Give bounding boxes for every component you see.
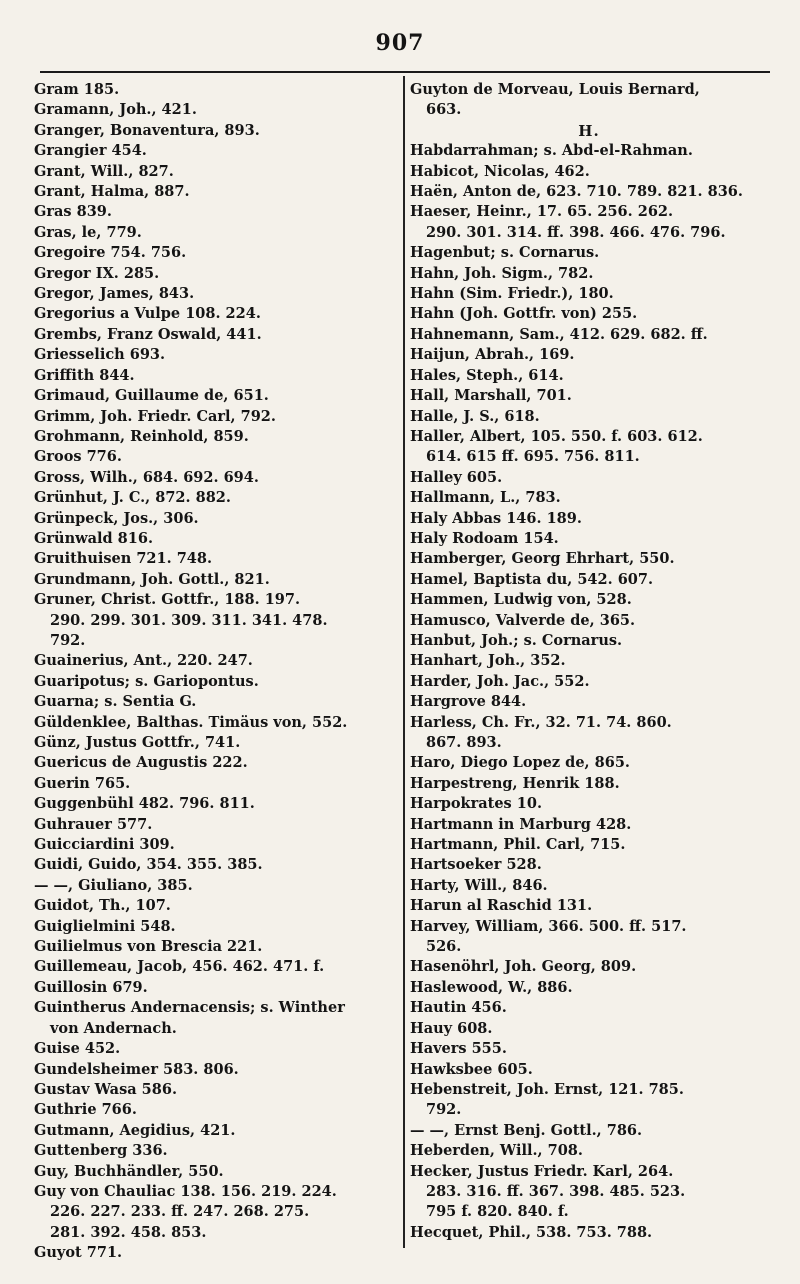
- index-entry: 290. 299. 301. 309. 311. 341. 478.: [50, 611, 328, 629]
- index-entry: Guainerius, Ant., 220. 247.: [34, 652, 253, 670]
- index-entry: 526.: [426, 938, 462, 956]
- index-entry: Grünpeck, Jos., 306.: [34, 509, 199, 527]
- index-entry: Haeser, Heinr., 17. 65. 256. 262.: [410, 203, 674, 221]
- index-entry: Harless, Ch. Fr., 32. 71. 74. 860.: [410, 713, 672, 731]
- index-entry: Heberden, Will., 708.: [410, 1142, 583, 1160]
- index-entry: Haly Abbas 146. 189.: [410, 509, 582, 527]
- index-entry: Harty, Will., 846.: [410, 876, 548, 894]
- index-entry: Hall, Marshall, 701.: [410, 387, 572, 405]
- index-entry: Grant, Halma, 887.: [34, 183, 190, 201]
- left-column: [34, 80, 394, 1264]
- index-entry: Gruner, Christ. Gottfr., 188. 197.: [34, 591, 301, 609]
- index-entry: 792.: [426, 1101, 462, 1119]
- index-entry: Hamel, Baptista du, 542. 607.: [410, 570, 654, 588]
- index-entry: Hahnemann, Sam., 412. 629. 682. ff.: [410, 325, 708, 343]
- index-entry: Hales, Steph., 614.: [410, 366, 564, 384]
- index-entry: 792.: [50, 631, 86, 649]
- index-entry: 226. 227. 233. ff. 247. 268. 275.: [50, 1203, 310, 1221]
- index-entry: Habdarrahman; s. Abd-el-Rahman.: [410, 142, 693, 160]
- index-entry: Hargrove 844.: [410, 693, 527, 711]
- index-entry: Gross, Wilh., 684. 692. 694.: [34, 468, 259, 486]
- header-rule: [40, 71, 770, 73]
- index-entry: Guy, Buchhändler, 550.: [34, 1162, 224, 1180]
- section-letter: H.: [578, 121, 600, 140]
- index-entry: Grundmann, Joh. Gottl., 821.: [34, 570, 270, 588]
- index-entry: Grimm, Joh. Friedr. Carl, 792.: [34, 407, 276, 425]
- index-entry: Habicot, Nicolas, 462.: [410, 162, 590, 180]
- index-entry: Hawksbee 605.: [410, 1060, 533, 1078]
- index-entry: Grünwald 816.: [34, 529, 153, 547]
- index-entry: Haën, Anton de, 623. 710. 789. 821. 836.: [410, 183, 743, 201]
- index-entry: Granger, Bonaventura, 893.: [34, 121, 260, 139]
- index-entry: Gregorius a Vulpe 108. 224.: [34, 305, 261, 323]
- index-entry: Güldenklee, Balthas. Timäus von, 552.: [34, 713, 348, 731]
- index-entry: Grimaud, Guillaume de, 651.: [34, 387, 269, 405]
- index-entry: Guyot 771.: [34, 1244, 123, 1262]
- index-entry: Gustav Wasa 586.: [34, 1080, 177, 1098]
- index-entry: Guerin 765.: [34, 774, 131, 792]
- index-entry: Gutmann, Aegidius, 421.: [34, 1121, 236, 1139]
- index-entry: Guidi, Guido, 354. 355. 385.: [34, 856, 263, 874]
- index-entry: 283. 316. ff. 367. 398. 485. 523.: [426, 1182, 686, 1200]
- index-entry: Gras, le, 779.: [34, 223, 142, 241]
- index-entry: Hamusco, Valverde de, 365.: [410, 611, 636, 629]
- index-entry: Hauy 608.: [410, 1019, 493, 1037]
- index-entry: Grembs, Franz Oswald, 441.: [34, 325, 262, 343]
- index-entry: Hammen, Ludwig von, 528.: [410, 591, 632, 609]
- index-entry: Haslewood, W., 886.: [410, 978, 573, 996]
- index-entry: Hanhart, Joh., 352.: [410, 652, 566, 670]
- index-entry: Hallmann, L., 783.: [410, 489, 561, 507]
- page-number: 907: [375, 30, 425, 56]
- index-entry: Harun al Raschid 131.: [410, 897, 593, 915]
- index-entry: 614. 615 ff. 695. 756. 811.: [426, 448, 640, 466]
- right-column: [410, 80, 768, 1243]
- index-entry: Guiglielmini 548.: [34, 917, 176, 935]
- index-entry: 281. 392. 458. 853.: [50, 1223, 207, 1241]
- index-entry: Hahn, Joh. Sigm., 782.: [410, 264, 594, 282]
- index-entry: Haro, Diego Lopez de, 865.: [410, 754, 630, 772]
- index-entry: Griffith 844.: [34, 366, 135, 384]
- index-entry: Guillemeau, Jacob, 456. 462. 471. f.: [34, 958, 325, 976]
- index-entry: Halley 605.: [410, 468, 503, 486]
- index-entry: Guhrauer 577.: [34, 815, 153, 833]
- index-entry: Guy von Chauliac 138. 156. 219. 224.: [34, 1182, 337, 1200]
- index-entry: Guintherus Andernacensis; s. Winther: [34, 999, 345, 1017]
- index-entry: Grant, Will., 827.: [34, 162, 174, 180]
- index-entry: Haijun, Abrah., 169.: [410, 346, 575, 364]
- index-entry: Harpokrates 10.: [410, 795, 542, 813]
- index-entry: Harpestreng, Henrik 188.: [410, 774, 620, 792]
- index-entry: Hautin 456.: [410, 999, 507, 1017]
- index-entry: 867. 893.: [426, 734, 502, 751]
- index-entry: Harder, Joh. Jac., 552.: [410, 672, 590, 690]
- index-entry: Gregor, James, 843.: [34, 285, 195, 303]
- index-entry: Gramann, Joh., 421.: [34, 101, 197, 119]
- index-entry: Guyton de Morveau, Louis Bernard,: [410, 81, 700, 98]
- index-entry: Guise 452.: [34, 1040, 121, 1058]
- index-entry: — —, Giuliano, 385.: [34, 876, 193, 894]
- index-entry: Havers 555.: [410, 1040, 507, 1058]
- index-entry: Hahn (Joh. Gottfr. von) 255.: [410, 305, 638, 323]
- index-entry: — —, Ernst Benj. Gottl., 786.: [410, 1121, 643, 1139]
- index-entry: Harvey, William, 366. 500. ff. 517.: [410, 917, 687, 935]
- index-entry: Gundelsheimer 583. 806.: [34, 1060, 239, 1078]
- index-entry: Guillosin 679.: [34, 978, 148, 996]
- index-entry: Griesselich 693.: [34, 346, 166, 364]
- index-entry: Günz, Justus Gottfr., 741.: [34, 734, 241, 751]
- index-entry: Guarna; s. Sentia G.: [34, 693, 197, 711]
- index-entry: Guttenberg 336.: [34, 1142, 168, 1160]
- index-entry: Guthrie 766.: [34, 1101, 137, 1119]
- index-entry: Hagenbut; s. Cornarus.: [410, 244, 600, 262]
- index-entry: Guericus de Augustis 222.: [34, 754, 248, 772]
- index-entry: Groos 776.: [34, 448, 122, 466]
- index-entry: Guidot, Th., 107.: [34, 897, 171, 915]
- index-entry: Hecquet, Phil., 538. 753. 788.: [410, 1223, 653, 1241]
- index-entry: Hebenstreit, Joh. Ernst, 121. 785.: [410, 1080, 684, 1098]
- index-entry: Hahn (Sim. Friedr.), 180.: [410, 285, 614, 303]
- index-entry: Gras 839.: [34, 203, 112, 221]
- index-entry: Gregoire 754. 756.: [34, 244, 187, 262]
- index-entry: Guggenbühl 482. 796. 811.: [34, 795, 255, 813]
- index-entry: Hanbut, Joh.; s. Cornarus.: [410, 631, 623, 649]
- index-entry: Hartsoeker 528.: [410, 856, 542, 874]
- index-entry: Gram 185.: [34, 81, 120, 98]
- index-entry: Gregor IX. 285.: [34, 264, 160, 282]
- index-entry: Grünhut, J. C., 872. 882.: [34, 489, 231, 507]
- index-entry: 795 f. 820. 840. f.: [426, 1203, 569, 1221]
- index-entry: Haly Rodoam 154.: [410, 529, 559, 547]
- index-entry: Grohmann, Reinhold, 859.: [34, 427, 249, 445]
- index-entry: Hecker, Justus Friedr. Karl, 264.: [410, 1162, 674, 1180]
- index-entry: Guaripotus; s. Gariopontus.: [34, 672, 259, 690]
- index-entry: Hasenöhrl, Joh. Georg, 809.: [410, 958, 637, 976]
- index-entry: von Andernach.: [50, 1019, 177, 1037]
- column-divider: [403, 76, 405, 1248]
- index-entry: 290. 301. 314. ff. 398. 466. 476. 796.: [426, 223, 726, 241]
- index-entry: Hartmann in Marburg 428.: [410, 815, 632, 833]
- index-entry: Halle, J. S., 618.: [410, 407, 540, 425]
- index-entry: 663.: [426, 101, 462, 119]
- index-entry: Hartmann, Phil. Carl, 715.: [410, 836, 626, 854]
- index-entry: Guicciardini 309.: [34, 836, 175, 854]
- index-entry: Hamberger, Georg Ehrhart, 550.: [410, 550, 675, 568]
- index-entry: Guilielmus von Brescia 221.: [34, 938, 263, 956]
- index-entry: Gruithuisen 721. 748.: [34, 550, 213, 568]
- index-entry: Haller, Albert, 105. 550. f. 603. 612.: [410, 427, 703, 445]
- index-entry: Grangier 454.: [34, 142, 147, 160]
